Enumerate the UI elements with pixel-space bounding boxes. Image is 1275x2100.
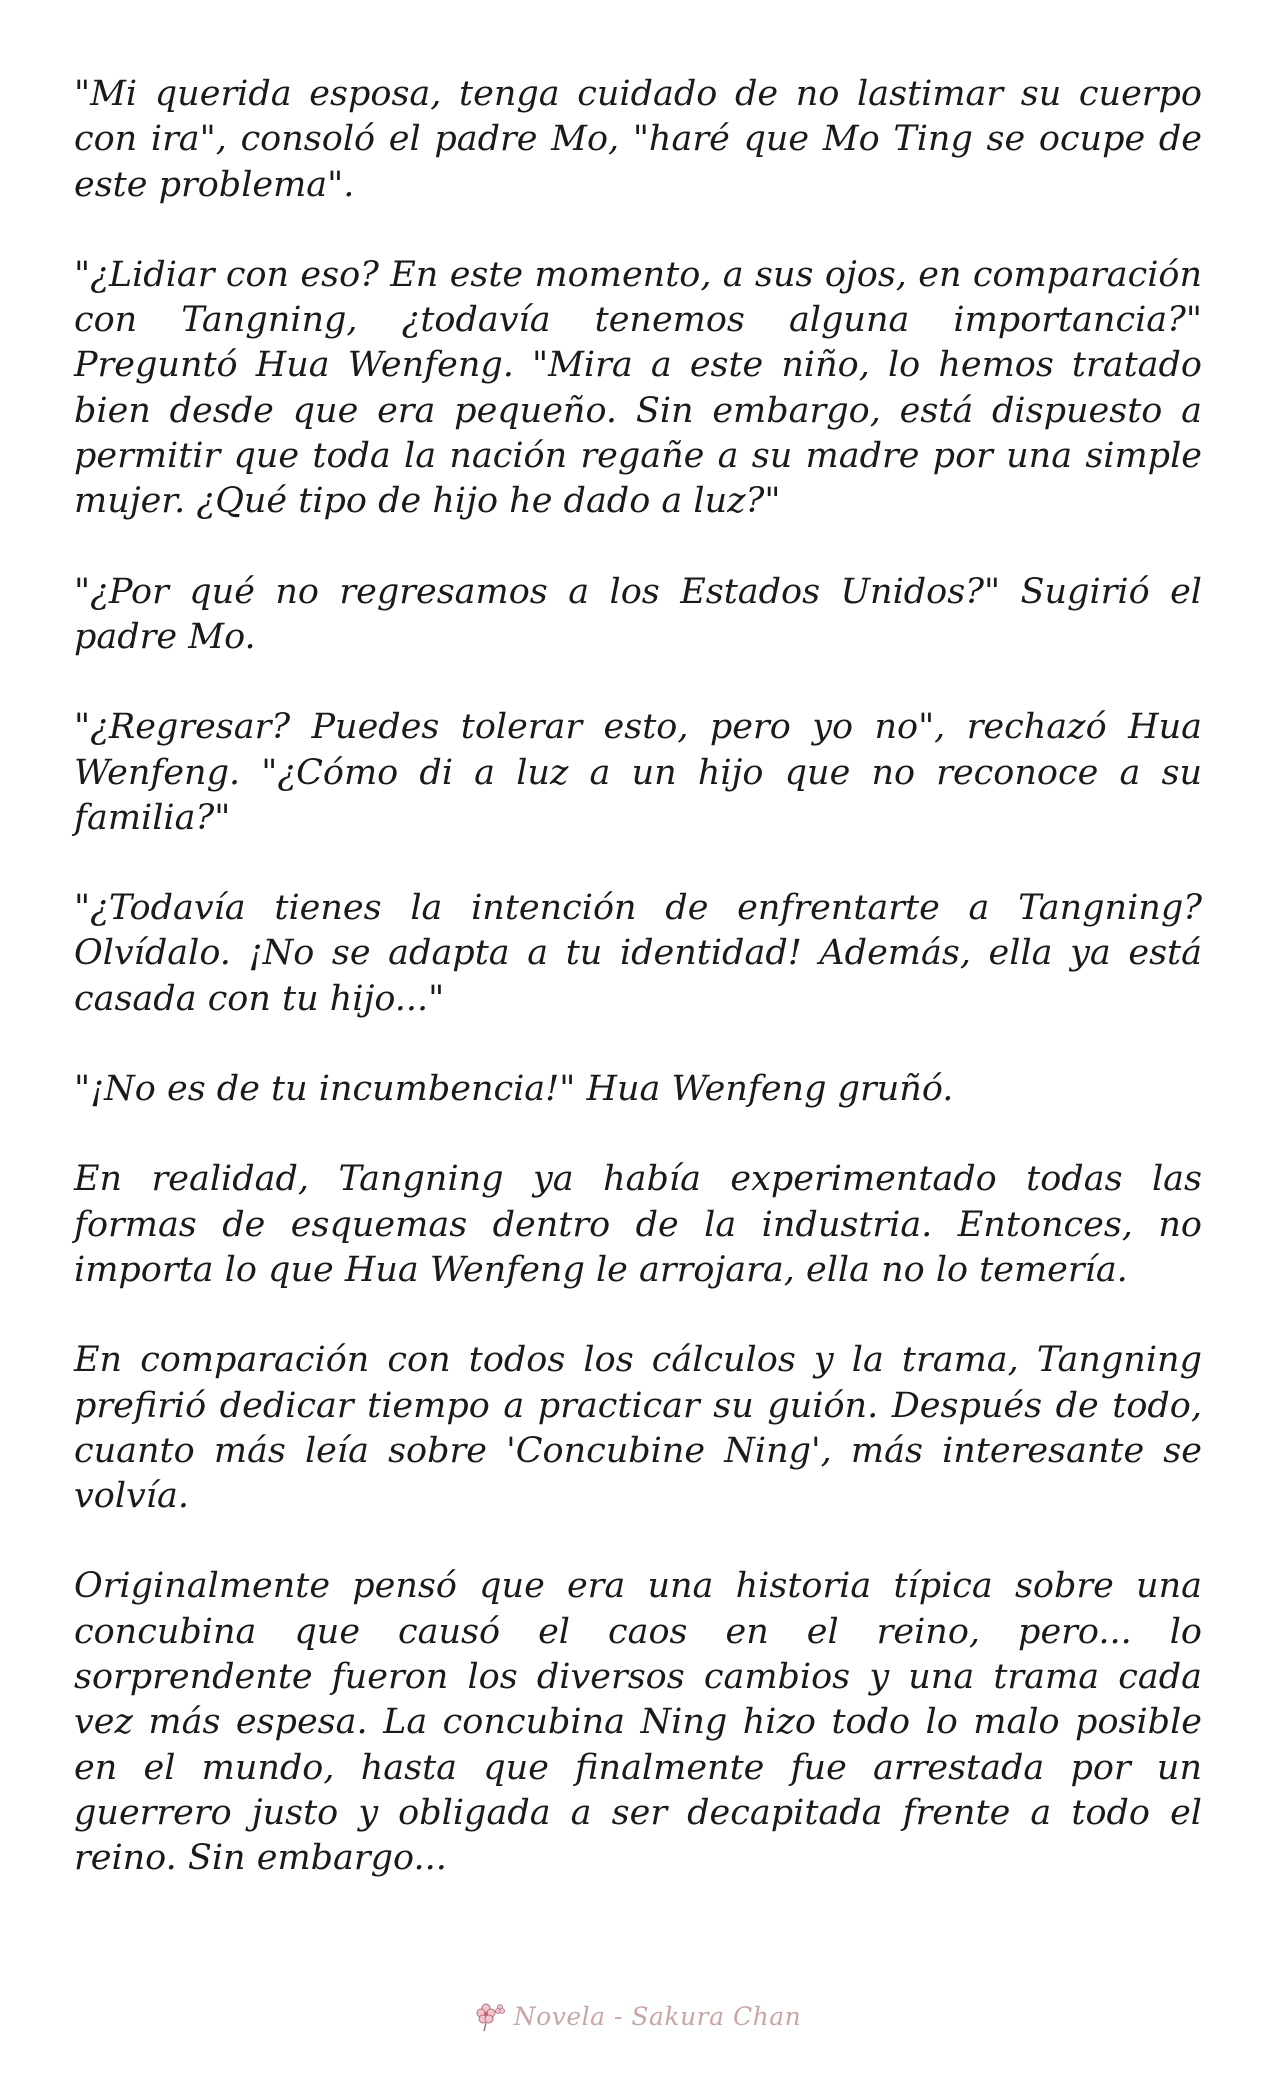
sakura-flower-icon bbox=[474, 1999, 508, 2033]
paragraph-2: "¿Lidiar con eso? En este momento, a sus ojos, en comparación con Tangning, ¿todavía tenemos alguna importancia?" Preguntó Hua Wenfeng. "Mira a este niño, lo hemos tratado bien desde que era pequeño. Sin embargo, está dispuesto a permitir que toda la nación regañe a su madre por una simple mujer. ¿Qué tipo de hijo he dado a luz?" bbox=[74, 254, 1202, 522]
paragraph-4: "¿Regresar? Puedes tolerar esto, pero yo no", rechazó Hua Wenfeng. "¿Cómo di a luz a un hijo que no reconoce a su familia?" bbox=[74, 707, 1202, 838]
paragraph-1: "Mi querida esposa, tenga cuidado de no lastimar su cuerpo con ira", consoló el padre Mo, "haré que Mo Ting se ocupe de este problema". bbox=[74, 74, 1202, 205]
paragraph-5: "¿Todavía tienes la intención de enfrentarte a Tangning? Olvídalo. ¡No se adapta a tu identidad! Además, ella ya está casada con tu hijo..." bbox=[74, 888, 1202, 1019]
paragraph-6: "¡No es de tu incumbencia!" Hua Wenfeng gruñó. bbox=[74, 1069, 954, 1110]
paragraph-8: En comparación con todos los cálculos y la trama, Tangning prefirió dedicar tiempo a practicar su guión. Después de todo, cuanto más leía sobre 'Concubine Ning', más interesante se volvía. bbox=[74, 1340, 1202, 1517]
paragraph-7: En realidad, Tangning ya había experimentado todas las formas de esquemas dentro de la industria. Entonces, no importa lo que Hua Wenfeng le arrojara, ella no lo temería. bbox=[74, 1159, 1202, 1290]
chapter-text bbox=[74, 72, 1202, 1927]
paragraph-3: "¿Por qué no regresamos a los Estados Unidos?" Sugirió el padre Mo. bbox=[74, 571, 1202, 657]
watermark-text: Novela - Sakura Chan bbox=[513, 2001, 802, 2031]
watermark-footer bbox=[0, 1996, 1275, 2036]
paragraph-9: Originalmente pensó que era una historia típica sobre una concubina que causó el caos en el reino, pero... lo sorprendente fueron los diversos cambios y una trama cada vez más espesa. La concubina Ning hizo todo lo malo posible en el mundo, hasta que finalmente fue arrestada por un guerrero justo y obligada a ser decapitada frente a todo el reino. Sin embargo... bbox=[74, 1566, 1202, 1879]
